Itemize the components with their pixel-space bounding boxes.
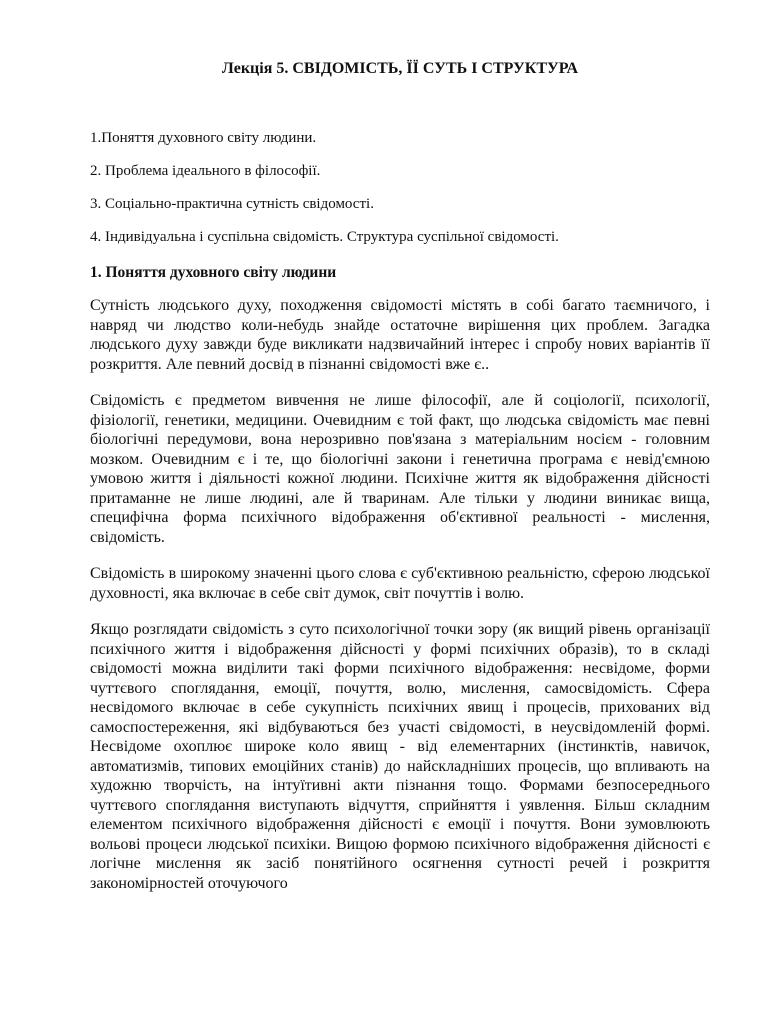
body-text <box>90 296 710 893</box>
paragraph-1: Сутність людського духу, походження свідомості містять в собі багато таємничого, і навряд чи людство коли-небудь знайде остаточне вирішення цих проблем. Загадка людського духу завжди буде викликати надзвичайний інтерес і спробу нових варіантів її розкриття. Але певний досвід в пізнанні свідомості вже є.. <box>90 297 710 373</box>
lecture-plan <box>90 128 710 247</box>
paragraph-2: Свідомість є предметом вивчення не лише філософії, але й соціології, психології, фізіології, генетики, медицини. Очевидним є той факт, що людська свідомість має певні біологічні передумови, вона нерозривно пов'язана з матеріальним носієм - головним мозком. Очевидним є і те, що біологічні закони і генетична програма є невід'ємною умовою життя і діяльності кожної людини. Психічне життя як відображення дійсності притаманне не лише людині, але й тваринам. Але тільки у людини виникає вища, специфічна форма психічного відображення об'єктивної реальності - мислення, свідомість. <box>90 392 710 546</box>
paragraph-4: Якщо розглядати свідомість з суто психологічної точки зору (як вищий рівень організації психічного життя і відображення дійсності у формі психічних образів), то в складі свідомості можна виділити такі форми психічного відображення: несвідоме, форми чуттєвого споглядання, емоції, почуття, волю, мислення, самосвідомість. Сфера несвідомого включає в себе сукупність психічних явищ і процесів, прихованих від самоспостереження, які відбуваються без участі свідомості, в неусвідомленій формі. Несвідоме охоплює широке коло явищ - від елементарних (інстинктів, навичок, автоматизмів, типових емоційних станів) до найскладніших процесів, що впливають на художню творчість, на інтуїтивні акти пізнання тощо. Формами безпосереднього чуттєвого споглядання виступають відчуття, сприйняття і уявлення. Більш складним елементом психічного відображення дійсності є емоції і почуття. Вони зумовлюють вольові процеси людської психіки. Вищою формою психічного відображення дійсності є логічне мислення як засіб понятійного осягнення сутності речей і розкриття закономірностей оточуючого <box>90 621 710 892</box>
paragraph-3: Свідомість в широкому значенні цього слова є суб'єктивною реальністю, сферою людської духовності, яка включає в себе світ думок, світ почуттів і волю. <box>90 565 710 602</box>
plan-item-4: 4. Індивідуальна і суспільна свідомість. Структура суспільної свідомості. <box>90 229 559 245</box>
document-page <box>90 58 710 893</box>
plan-item-3: 3. Соціально-практична сутність свідомості. <box>90 196 374 212</box>
lecture-title: Лекція 5. СВІДОМІСТЬ, ЇЇ СУТЬ І СТРУКТУРА <box>221 60 579 77</box>
plan-item-1: 1.Поняття духовного світу людини. <box>90 130 317 146</box>
plan-item-2: 2. Проблема ідеального в філософії. <box>90 163 321 179</box>
section-heading: 1. Поняття духовного світу людини <box>90 264 337 281</box>
